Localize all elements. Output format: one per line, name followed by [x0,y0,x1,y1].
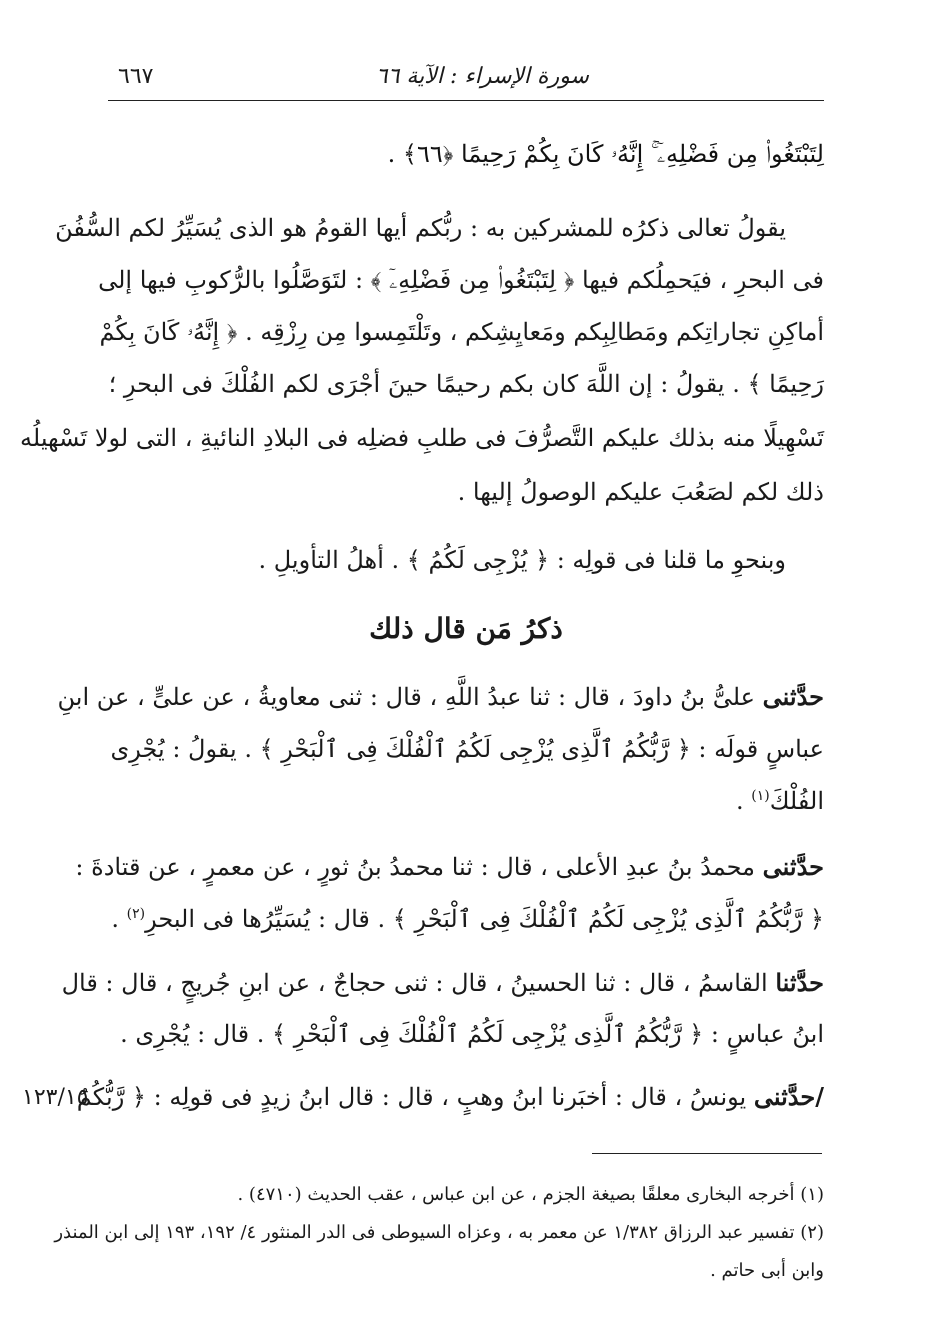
narration-line: عباسٍ قولَه : ﴿ رَّبُّكُمُ ٱلَّذِى يُزْجِى لَكُمُ ٱلْفُلْكَ فِى ٱلْبَحْرِ ﴾ . يقولُ : يُجْرِى [110,735,824,763]
narration-lead: حدَّثنا [775,968,824,997]
section-heading: ذكرُ مَن قال ذلك [369,612,563,645]
narration-line: ابنُ عباسٍ : ﴿ رَّبُّكُمُ ٱلَّذِى يُزْجِى لَكُمُ ٱلْفُلْكَ فِى ٱلْبَحْرِ ﴾ . قال : يُجْرِى . [120,1020,824,1048]
page-header [108,60,824,101]
narration-text: القاسمُ ، قال : ثنا الحسينُ ، قال : ثنى حجاجٌ ، عن ابنِ جُريجٍ ، قال : قال [61,969,768,997]
margin-reference: ١٢٣/١٥ [22,1085,89,1110]
text-line: فى البحرِ ، فيَحمِلُكم فيها ﴿ لِتَبْتَغُوا۟ مِن فَضْلِهِۦٓ ﴾ : لتَوَصَّلُوا بالرُّكوبِ فيها إلى [98,266,824,294]
narration-text: محمدُ بنُ عبدِ الأعلى ، قال : ثنا محمدُ بنُ ثورٍ ، عن معمرٍ ، عن قتادةَ : [75,853,755,881]
verse-line: لِتَبْتَغُوا۟ مِن فَضْلِهِۦٓ ۚ إِنَّهُۥ كَانَ بِكُمْ رَحِيمًا ﴿٦٦﴾ . [387,140,824,168]
footnote: وابن أبى حاتم . [710,1260,824,1281]
narration-lead: حدَّثنى [762,852,824,881]
narration-text: الفُلْكَ [769,787,824,815]
text-line: تَسْهِيلًا منه بذلك عليكم التَّصرُّفَ فى طلبِ فضلِه فى البلادِ النائيةِ ، التى لولا تَسْهيلُه [20,424,824,452]
narration-lead: حدَّثنى [762,682,824,711]
running-title: سورة الإسراء : الآية ٦٦ [375,64,589,89]
footnote-divider [592,1153,822,1154]
text-line: يقولُ تعالى ذكرُه للمشركين به : ربُّكم أيها القومُ هو الذى يُسَيِّرُ لكم السُّفُنَ [55,214,786,242]
narration-text: ﴿ رَّبُّكُمُ ٱلَّذِى يُزْجِى لَكُمُ ٱلْفُلْكَ فِى ٱلْبَحْرِ ﴾ . قال : يُسَيِّرُها فى البحرِ [145,905,824,933]
text-line: أماكِنِ تجاراتِكم ومَطالِبِكم ومَعايِشِكم ، وتَلْتَمِسوا مِن رِزْقِه . ﴿ إِنَّهُۥ كَانَ بِكُمْ [99,318,824,346]
narration-line [61,968,824,997]
narration-line [108,905,824,933]
text-line: ذلك لكم لصَعُبَ عليكم الوصولُ إليها . [457,478,824,506]
narration-text: علىُّ بنُ داودَ ، قال : ثنا عبدُ اللَّهِ ، قال : ثنى معاويةُ ، عن علىٍّ ، عن ابنِ [57,683,755,711]
footnote-ref[interactable]: (٢) [126,906,146,922]
page-number: ٦٦٧ [118,64,154,89]
narration-line [75,852,824,881]
narration-line [76,1082,824,1111]
footnote-ref[interactable]: (١) [751,788,770,804]
narration-line [108,787,824,815]
narration-text: . [735,787,752,815]
text-line: وبنحوِ ما قلنا فى قولِه : ﴿ يُزْجِى لَكُمُ ﴾ . أهلُ التأويلِ . [258,546,786,574]
narration-text: يونسُ ، قال : أخبَرنا ابنُ وهبٍ ، قال : قال ابنُ زيدٍ فى قولِه : ﴿ رَّبُّكُمُ [76,1083,747,1111]
text-line: رَحِيمًا ﴾ . يقولُ : إن اللَّهَ كان بكم رحيمًا حينَ أجْرَى لكم الفُلْكَ فى البحرِ ؛ [108,370,824,398]
narration-text: . [111,905,127,933]
narration-lead: /حدَّثنى [753,1082,824,1111]
footnote: (١) أخرجه البخارى معلقًا بصيغة الجزم ، عن ابن عباس ، عقب الحديث (٤٧١٠) . [237,1184,824,1205]
narration-line [57,682,824,711]
footnote: (٢) تفسير عبد الرزاق ١/٣٨٢ عن معمر به ، وعزاه السيوطى فى الدر المنثور ٤/ ١٩٢، ١٩٣ إلى ابن المنذر [54,1222,824,1243]
